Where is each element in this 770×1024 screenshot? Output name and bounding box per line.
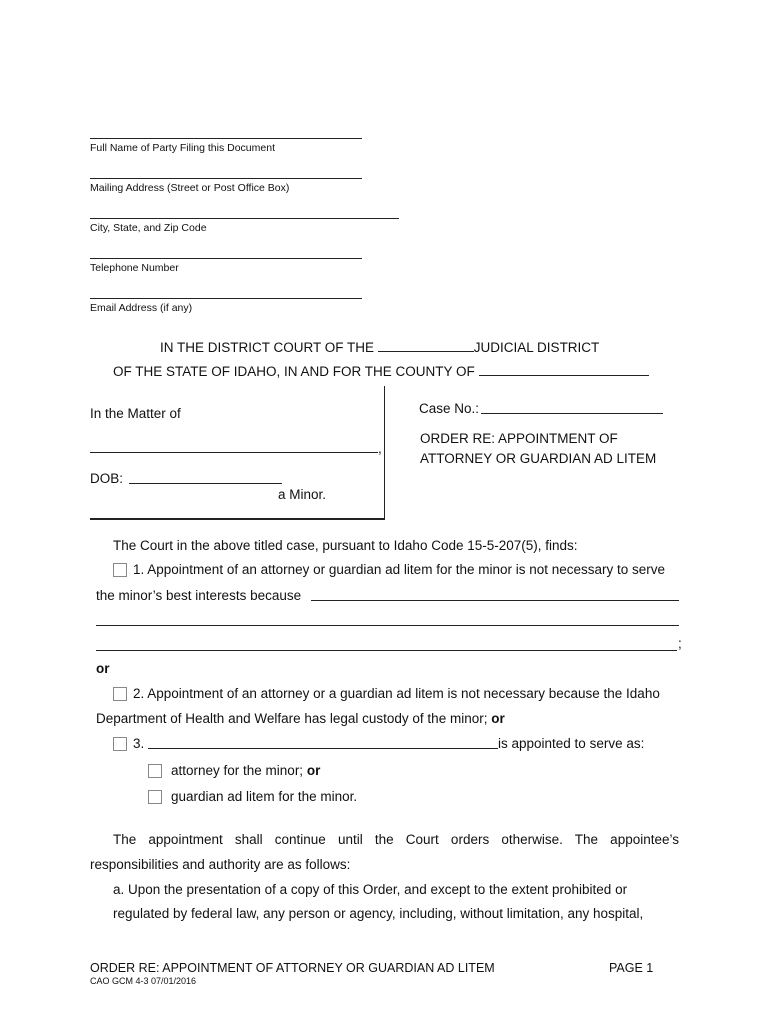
option-3-number: 3. xyxy=(133,736,145,751)
caption-divider xyxy=(384,386,385,520)
phone-label: Telephone Number xyxy=(90,262,179,274)
city-label: City, State, and Zip Code xyxy=(90,222,207,234)
or-separator-2: or xyxy=(491,711,505,726)
option-2-text-cont-body: Department of Health and Welfare has legal custody of the minor; xyxy=(96,711,488,726)
court-line-2-text: OF THE STATE OF IDAHO, IN AND FOR THE COUNTY OF xyxy=(113,364,475,379)
court-line-1-end: JUDICIAL DISTRICT xyxy=(473,340,600,355)
attorney-option-text: attorney for the minor; xyxy=(171,763,304,778)
findings-intro: The Court in the above titled case, pursuant to Idaho Code 15-5-207(5), finds: xyxy=(113,538,578,553)
attorney-option xyxy=(171,763,320,778)
name-label: Full Name of Party Filing this Document xyxy=(90,142,275,154)
option-2-checkbox[interactable] xyxy=(113,687,127,701)
case-no-label: Case No.: xyxy=(419,401,480,416)
email-label: Email Address (if any) xyxy=(90,302,193,314)
court-line-1-start: IN THE DISTRICT COURT OF THE xyxy=(160,340,375,355)
phone-line[interactable] xyxy=(90,258,362,259)
option-2-text-cont xyxy=(96,711,505,726)
city-line[interactable] xyxy=(90,218,399,219)
reason-line-1[interactable] xyxy=(311,600,679,601)
option-3-tail: is appointed to serve as: xyxy=(498,736,645,751)
reason-semicolon: ; xyxy=(678,636,682,651)
case-no-line[interactable] xyxy=(481,413,663,414)
appointment-para-line-2: responsibilities and authority are as follows: xyxy=(90,857,351,872)
order-title-line-2: ATTORNEY OR GUARDIAN AD LITEM xyxy=(420,451,657,466)
option-1-reason-lead: the minor’s best interests because xyxy=(96,588,302,603)
guardian-option-text: guardian ad litem for the minor. xyxy=(171,789,358,804)
option-2-text: 2. Appointment of an attorney or a guardian ad litem is not necessary because the Idaho xyxy=(133,686,660,701)
or-separator-3: or xyxy=(306,763,321,778)
guardian-checkbox[interactable] xyxy=(148,790,162,804)
address-label: Mailing Address (Street or Post Office Box) xyxy=(90,182,290,194)
reason-line-3[interactable] xyxy=(96,650,677,651)
appointee-line[interactable] xyxy=(148,748,498,749)
court-line-2 xyxy=(113,363,649,379)
form-code: CAO GCM 4-3 07/01/2016 xyxy=(90,976,197,986)
option-1-text: 1. Appointment of an attorney or guardian ad litem for the minor is not necessary to serve xyxy=(133,562,666,577)
minor-name-line[interactable] xyxy=(90,452,378,453)
item-a-line-1: a. Upon the presentation of a copy of this Order, and except to the extent prohibited or xyxy=(113,882,628,897)
appointment-para-line-1: The appointment shall continue until the Court orders otherwise. The appointee’s xyxy=(113,832,679,847)
county-blank[interactable] xyxy=(479,363,649,376)
minor-name-comma: , xyxy=(378,441,382,456)
attorney-checkbox[interactable] xyxy=(148,764,162,778)
reason-line-2[interactable] xyxy=(96,625,679,626)
dob-line[interactable] xyxy=(129,483,282,484)
footer-title: ORDER RE: APPOINTMENT OF ATTORNEY OR GUARDIAN AD LITEM xyxy=(90,961,495,975)
or-separator-1: or xyxy=(96,661,110,676)
district-blank[interactable] xyxy=(378,339,474,352)
name-line[interactable] xyxy=(90,138,362,139)
page-number: PAGE 1 xyxy=(609,961,654,975)
minor-label: a Minor. xyxy=(278,487,327,502)
option-1-checkbox[interactable] xyxy=(113,563,127,577)
dob-label: DOB: xyxy=(90,471,124,486)
option-3-checkbox[interactable] xyxy=(113,737,127,751)
item-a-line-2: regulated by federal law, any person or agency, including, without limitation, any hospital, xyxy=(113,906,644,921)
caption-bottom-rule xyxy=(90,518,385,520)
court-line-1 xyxy=(160,339,599,355)
matter-of-label: In the Matter of xyxy=(90,406,181,421)
email-line[interactable] xyxy=(90,298,362,299)
address-line[interactable] xyxy=(90,178,362,179)
order-title-line-1: ORDER RE: APPOINTMENT OF xyxy=(420,431,618,446)
